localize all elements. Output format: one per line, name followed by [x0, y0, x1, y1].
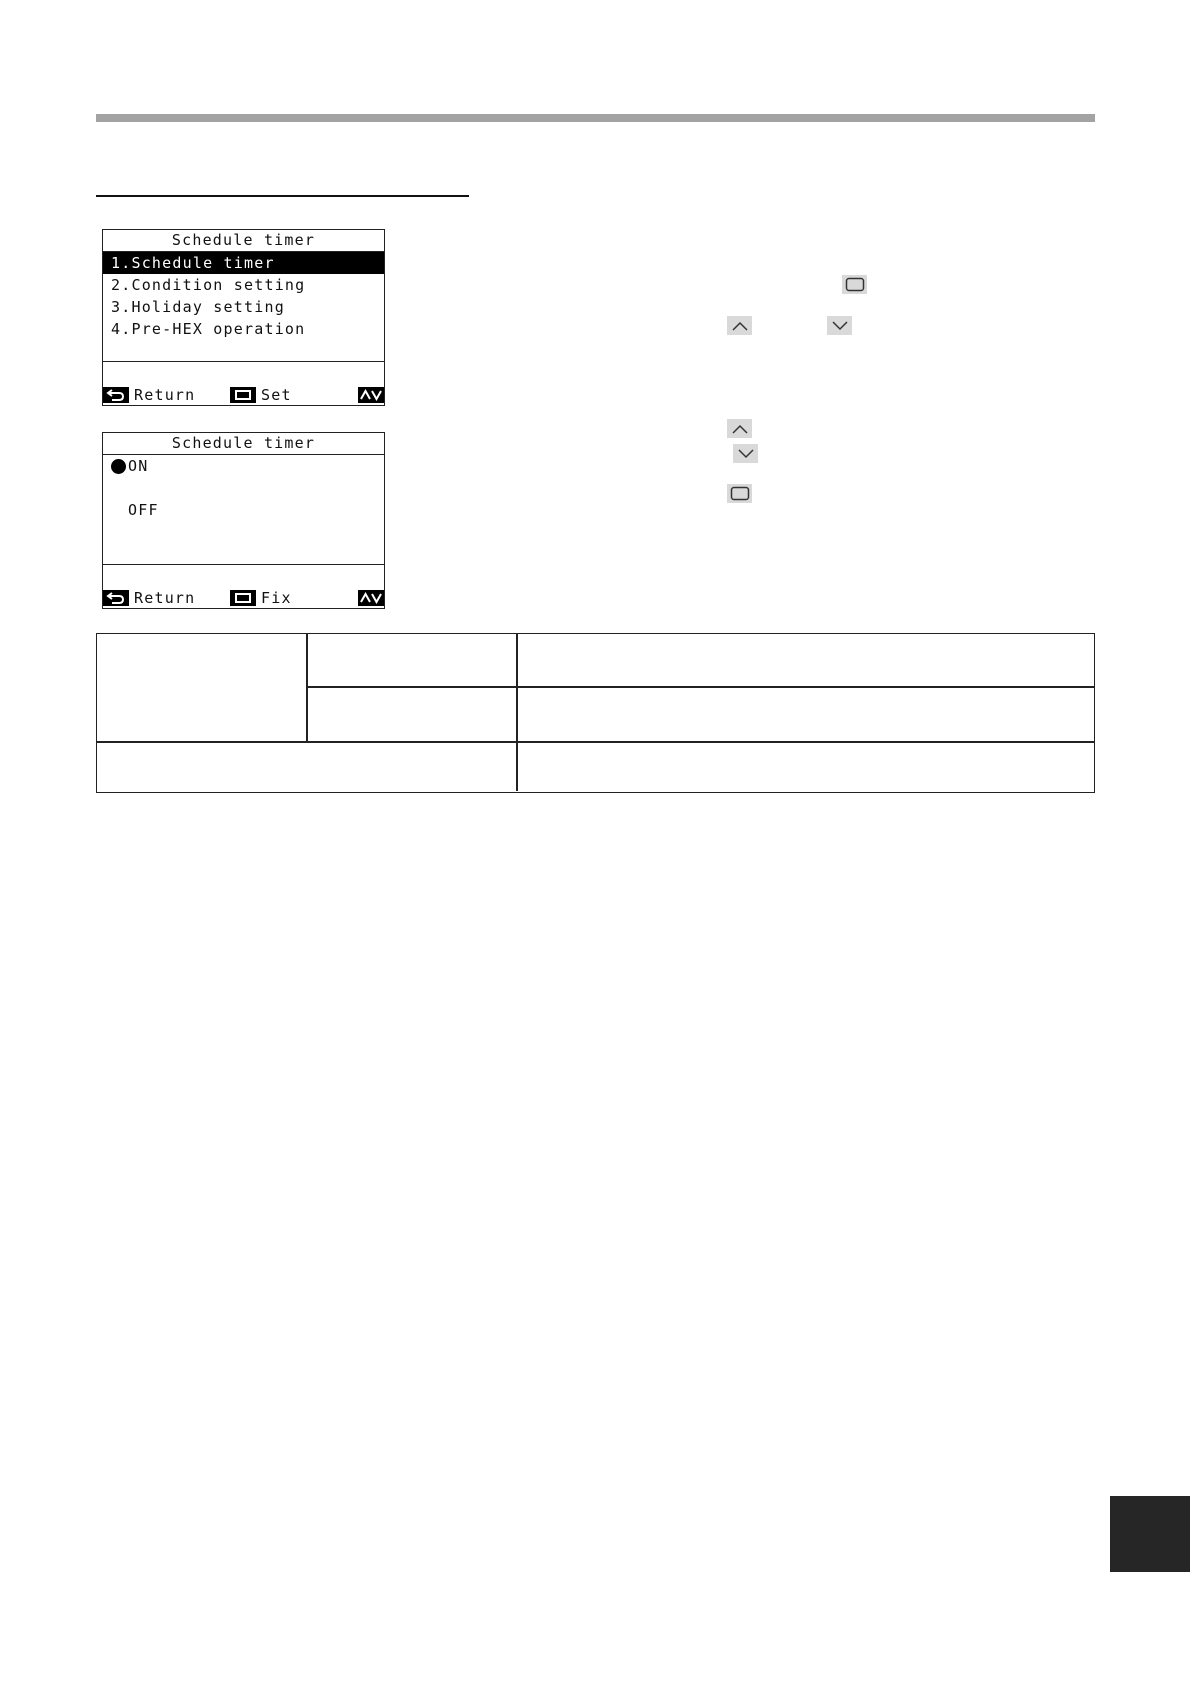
- up-down-icon: [358, 590, 384, 606]
- lcd-option-list: [103, 455, 384, 565]
- return-label: Return: [134, 588, 196, 607]
- lcd-title: Schedule timer: [103, 433, 384, 455]
- return-key[interactable]: [103, 386, 195, 403]
- lcd-menu-screen: [102, 229, 385, 406]
- set-button-icon: [727, 484, 752, 503]
- lcd-onoff-screen: [102, 432, 385, 609]
- menu-item-pre-hex-operation[interactable]: 4.Pre-HEX operation: [111, 320, 306, 338]
- lcd-title: Schedule timer: [103, 230, 384, 252]
- lcd-footer: [103, 384, 384, 405]
- return-label: Return: [134, 385, 196, 404]
- updown-key[interactable]: [358, 386, 384, 403]
- return-arrow-icon: [103, 590, 129, 606]
- table-divider: [306, 634, 308, 741]
- up-arrow-icon: [727, 419, 752, 438]
- section-heading-rule: [96, 195, 469, 197]
- menu-item-holiday-setting[interactable]: 3.Holiday setting: [111, 298, 285, 316]
- table-divider: [97, 741, 1094, 743]
- selected-dot-icon: [111, 459, 126, 474]
- return-arrow-icon: [103, 387, 129, 403]
- set-label: Set: [261, 385, 292, 404]
- fix-key[interactable]: [230, 589, 292, 606]
- return-key[interactable]: [103, 589, 195, 606]
- set-button-icon: [230, 387, 256, 403]
- header-rule: [96, 114, 1095, 122]
- option-on-label: ON: [128, 457, 149, 475]
- menu-item-condition-setting[interactable]: 2.Condition setting: [111, 276, 306, 294]
- up-arrow-icon: [727, 316, 752, 335]
- set-button-icon: [842, 275, 867, 294]
- table-divider: [306, 686, 1094, 688]
- lcd-footer: [103, 587, 384, 608]
- option-off[interactable]: [103, 499, 384, 521]
- set-key[interactable]: [230, 386, 292, 403]
- option-on[interactable]: [103, 455, 384, 477]
- page-side-tab: [1110, 1496, 1190, 1572]
- menu-item-schedule-timer[interactable]: 1.Schedule timer: [103, 252, 384, 274]
- lcd-menu-list: [103, 252, 384, 362]
- option-spacer: [103, 477, 384, 499]
- updown-key[interactable]: [358, 589, 384, 606]
- down-arrow-icon: [827, 316, 852, 335]
- set-button-icon: [230, 590, 256, 606]
- table-divider: [516, 634, 518, 791]
- settings-table: [96, 633, 1095, 793]
- option-off-label: OFF: [128, 501, 159, 519]
- up-down-icon: [358, 387, 384, 403]
- down-arrow-icon: [733, 444, 758, 463]
- fix-label: Fix: [261, 588, 292, 607]
